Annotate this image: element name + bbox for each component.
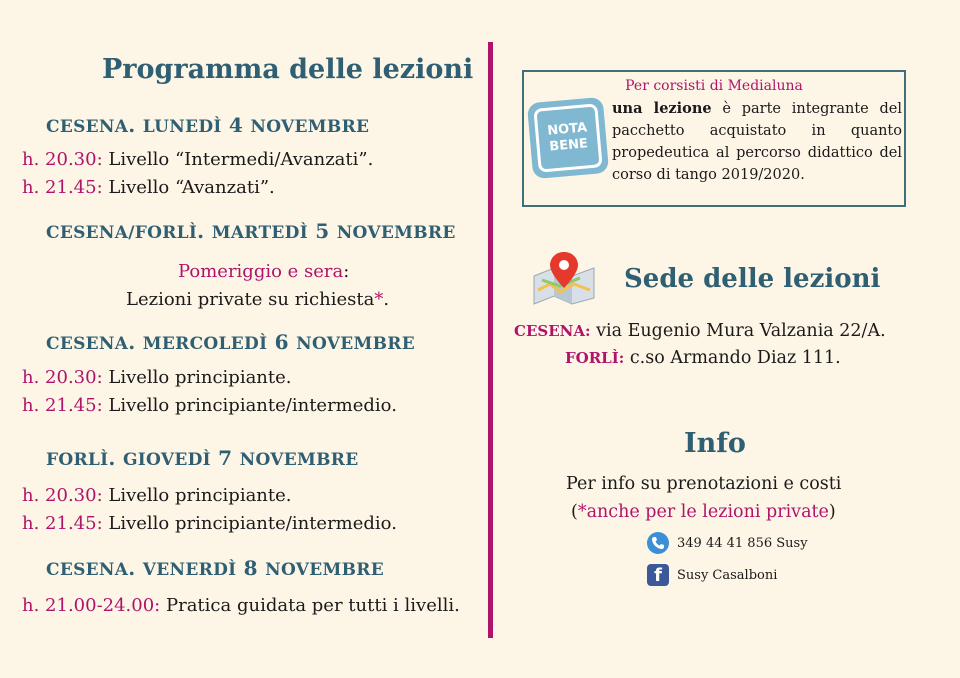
nota-text: una lezione è parte integrante del pacchetto acquistato in quanto propedeutica al percorso didattico del corso di tango 2019/2020. bbox=[612, 100, 902, 183]
day-heading-mercoledi: CESENA. MERCOLEDÌ 6 NOVEMBRE bbox=[46, 330, 415, 354]
schedule-line: Lezioni private su richiesta*. bbox=[126, 289, 390, 310]
nota-bene-box bbox=[522, 70, 906, 207]
nota-header: Per corsisti di Medialuna bbox=[625, 78, 803, 94]
program-title: Programma delle lezioni bbox=[102, 54, 474, 85]
nota-bene-icon: NOTA BENE bbox=[527, 97, 609, 179]
sede-title: Sede delle lezioni bbox=[624, 264, 881, 294]
phone-contact[interactable] bbox=[647, 532, 808, 554]
schedule-line: Pomeriggio e sera: bbox=[178, 261, 350, 282]
schedule-line: h. 20.30: Livello principiante. bbox=[22, 367, 292, 388]
phone-number: 349 44 41 856 Susy bbox=[677, 535, 808, 551]
info-title: Info bbox=[684, 428, 746, 459]
map-pin-icon bbox=[530, 250, 600, 306]
schedule-line: h. 21.45: Livello principiante/intermedio. bbox=[22, 513, 397, 534]
facebook-contact[interactable] bbox=[647, 564, 777, 586]
facebook-icon: f bbox=[647, 564, 669, 586]
info-private-note: (*anche per le lezioni private) bbox=[571, 502, 836, 522]
address-cesena: CESENA: via Eugenio Mura Valzania 22/A. bbox=[514, 321, 886, 341]
schedule-line: h. 20.30: Livello “Intermedi/Avanzati”. bbox=[22, 149, 374, 170]
schedule-line: h. 21.45: Livello principiante/intermedio. bbox=[22, 395, 397, 416]
day-heading-martedi: CESENA/FORLÌ. MARTEDÌ 5 NOVEMBRE bbox=[46, 219, 456, 243]
vertical-divider bbox=[488, 42, 493, 638]
day-heading-lunedi: CESENA. LUNEDÌ 4 NOVEMBRE bbox=[46, 113, 370, 137]
schedule-line: h. 21.00-24.00: Pratica guidata per tutti i livelli. bbox=[22, 595, 460, 616]
info-line: Per info su prenotazioni e costi bbox=[566, 474, 842, 494]
day-heading-venerdi: CESENA. VENERDÌ 8 NOVEMBRE bbox=[46, 556, 384, 580]
facebook-name: Susy Casalboni bbox=[677, 567, 778, 583]
address-forli: FORLÌ: c.so Armando Diaz 111. bbox=[565, 348, 841, 368]
schedule-line: h. 20.30: Livello principiante. bbox=[22, 485, 292, 506]
phone-icon bbox=[647, 532, 669, 554]
schedule-line: h. 21.45: Livello “Avanzati”. bbox=[22, 177, 275, 198]
day-heading-giovedi: FORLÌ. GIOVEDÌ 7 NOVEMBRE bbox=[46, 446, 359, 470]
